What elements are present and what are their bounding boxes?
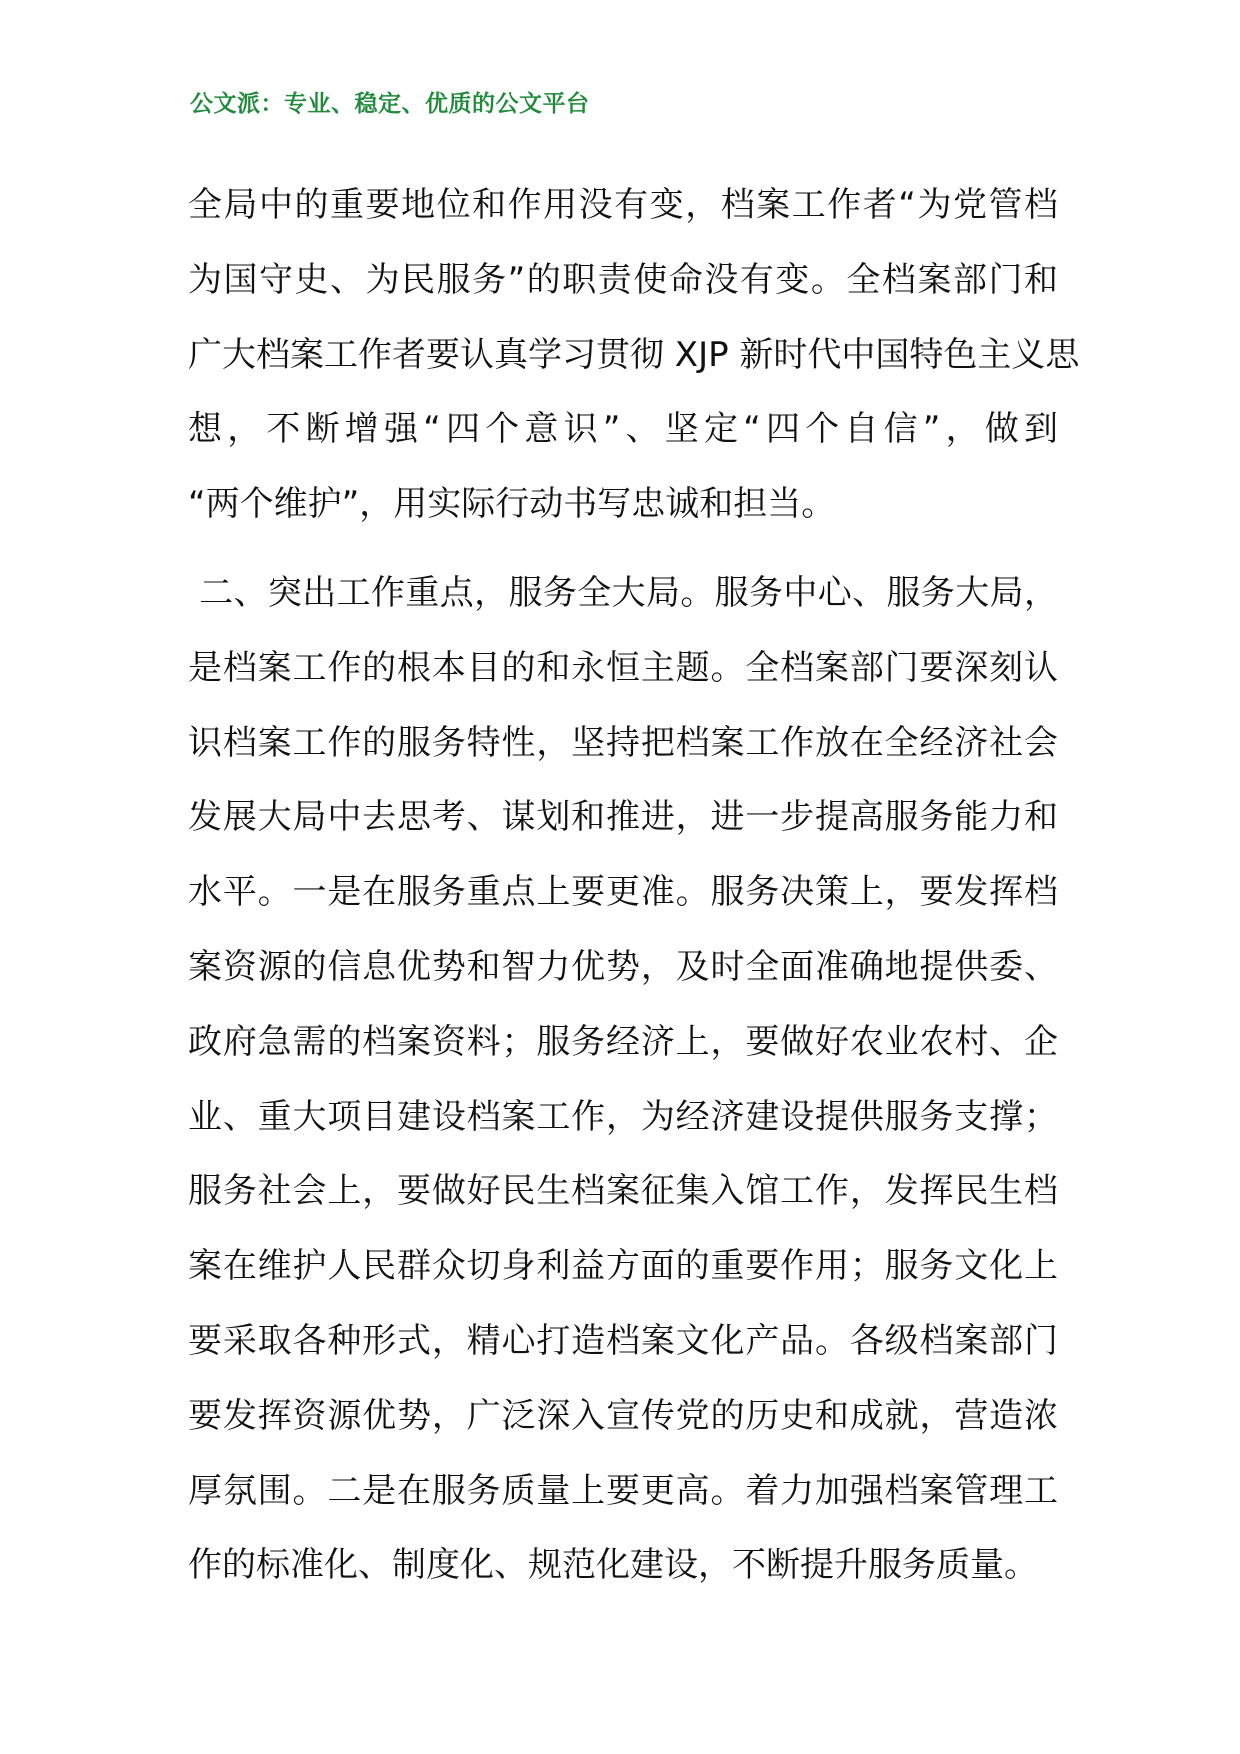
paragraph [188, 556, 1058, 1603]
text-line: 政府急需的档案资料；服务经济上，要做好农业农村、企 [188, 1021, 1058, 1062]
text-line: 服务社会上，要做好民生档案征集入馆工作，发挥民生档 [188, 1171, 1058, 1212]
text-line: 全局中的重要地位和作用没有变，档案工作者“为党管档 [188, 185, 1058, 225]
text-line: 案在维护人民群众切身利益方面的重要作用；服务文化上 [188, 1246, 1058, 1287]
text-line: 识档案工作的服务特性，坚持把档案工作放在全经济社会 [188, 722, 1058, 763]
text-line: 要发挥资源优势，广泛深入宣传党的历史和成就，营造浓 [188, 1395, 1058, 1436]
paragraph-gap [188, 542, 1058, 556]
text-line: “两个维护”，用实际行动书写忠诚和担当。 [188, 484, 836, 525]
text-line: 厚氛围。二是在服务质量上要更高。着力加强档案管理工 [188, 1470, 1058, 1511]
text-line: 是档案工作的根本目的和永恒主题。全档案部门要深刻认 [188, 647, 1058, 688]
text-line: 要采取各种形式，精心打造档案文化产品。各级档案部门 [188, 1320, 1058, 1361]
text-line: 水平。一是在服务重点上要更准。服务决策上，要发挥档 [188, 872, 1058, 913]
text-line: 想，不断增强“四个意识”、坚定“四个自信”，做到 [188, 409, 1058, 450]
text-line: 广大档案工作者要认真学习贯彻 XJP 新时代中国特色主义思 [188, 334, 1080, 375]
header-banner: 公文派：专业、稳定、优质的公文平台 [190, 91, 590, 117]
text-line: 二、突出工作重点，服务全大局。服务中心、服务大局， [188, 572, 1058, 613]
text-line: 发展大局中去思考、谋划和推进，进一步提高服务能力和 [188, 797, 1058, 838]
paragraph [188, 168, 1080, 542]
text-line: 业、重大项目建设档案工作，为经济建设提供服务支撑； [188, 1096, 1058, 1137]
document-body [188, 168, 1080, 1603]
text-line: 作的标准化、制度化、规范化建设，不断提升服务质量。 [188, 1545, 1038, 1586]
text-line: 案资源的信息优势和智力优势，及时全面准确地提供委、 [188, 946, 1058, 987]
text-line: 为国守史、为民服务”的职责使命没有变。全档案部门和 [188, 259, 1058, 300]
